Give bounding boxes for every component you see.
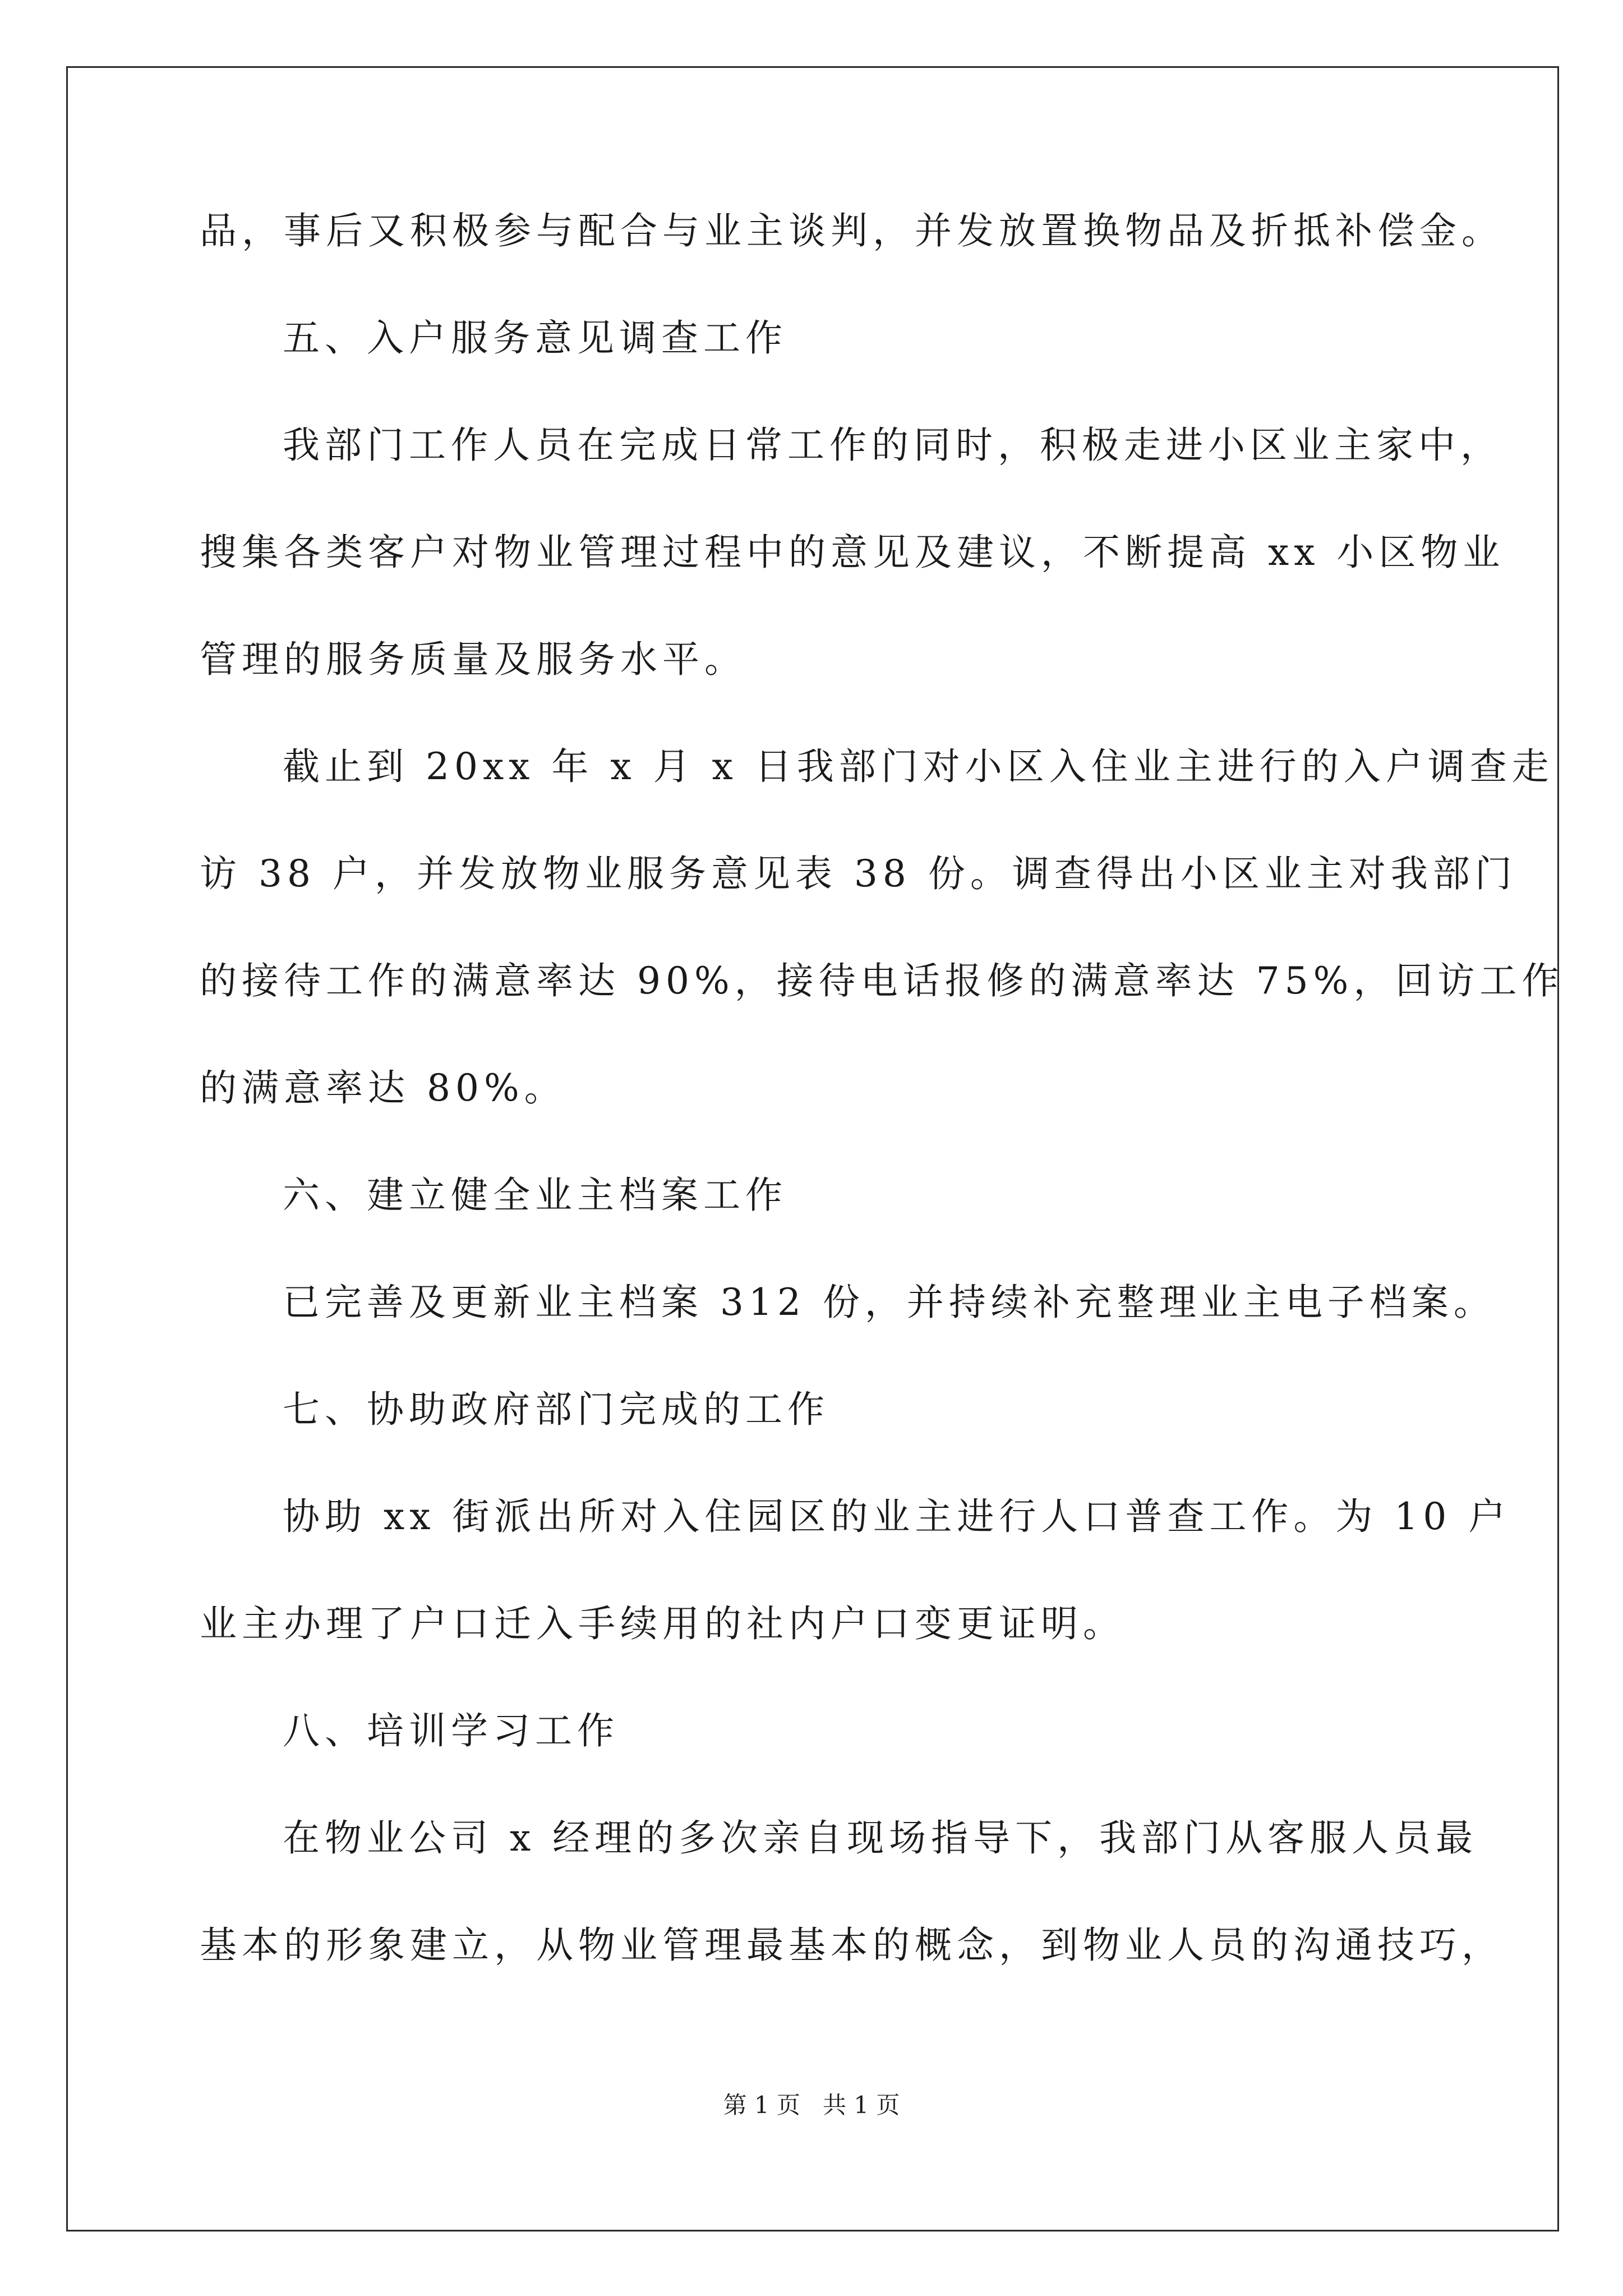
section-heading: 六、建立健全业主档案工作 — [283, 1174, 787, 1217]
text-line: 协助 xx 街派出所对入住园区的业主进行人口普查工作。为 10 户 — [283, 1495, 1511, 1538]
section-heading: 八、培训学习工作 — [283, 1709, 619, 1752]
text-line: 管理的服务质量及服务水平。 — [200, 638, 746, 681]
page-number: 第 1 页 — [723, 2091, 800, 2119]
text-line: 已完善及更新业主档案 312 份，并持续补充整理业主电子档案。 — [283, 1281, 1496, 1324]
text-line: 在物业公司 x 经理的多次亲自现场指导下，我部门从客服人员最 — [283, 1816, 1478, 1860]
text-line: 的接待工作的满意率达 90%，接待电话报修的满意率达 75%，回访工作 — [200, 959, 1564, 1002]
text-line: 的满意率达 80%。 — [200, 1066, 566, 1110]
section-heading: 七、协助政府部门完成的工作 — [283, 1388, 829, 1431]
page-footer — [0, 2091, 1623, 2119]
page-border — [66, 66, 1559, 2231]
text-line: 搜集各类客户对物业管理过程中的意见及建议，不断提高 xx 小区物业 — [200, 531, 1505, 574]
section-heading: 五、入户服务意见调查工作 — [283, 316, 787, 360]
text-line: 我部门工作人员在完成日常工作的同时，积极走进小区业主家中， — [283, 424, 1502, 467]
text-line: 基本的形象建立，从物业管理最基本的概念，到物业人员的沟通技巧， — [200, 1924, 1504, 1967]
text-line: 截止到 20xx 年 x 月 x 日我部门对小区入住业主进行的入户调查走 — [283, 745, 1554, 788]
text-line: 访 38 户，并发放物业服务意见表 38 份。调查得出小区业主对我部门 — [200, 852, 1517, 895]
text-line: 品，事后又积极参与配合与业主谈判，并发放置换物品及折抵补偿金。 — [200, 209, 1504, 252]
text-line: 业主办理了户口迁入手续用的社内户口变更证明。 — [200, 1602, 1125, 1645]
page-total: 共 1 页 — [823, 2091, 900, 2119]
